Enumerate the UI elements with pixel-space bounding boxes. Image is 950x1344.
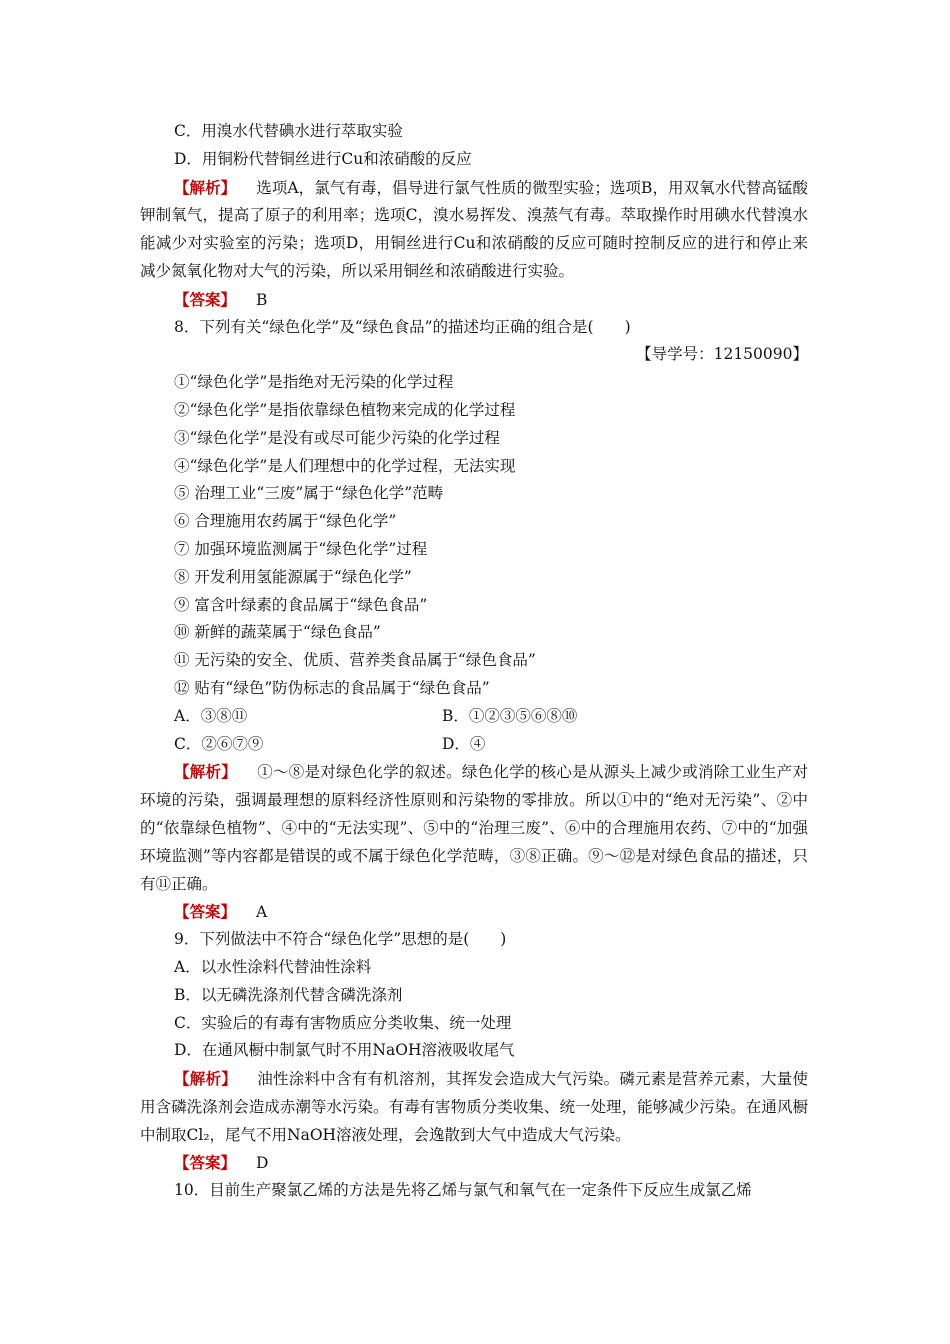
analysis-tag: 【解析】: [174, 762, 237, 782]
q9-option-d: D．在通风橱中制氯气时不用NaOH溶液吸收尾气: [174, 1041, 515, 1060]
q8-item-4: ④“绿色化学”是人们理想中的化学过程，无法实现: [174, 456, 516, 475]
q7-answer-value: B: [256, 290, 268, 309]
q8-stem: 8．下列有关“绿色化学”及“绿色食品”的描述均正确的组合是( ): [174, 317, 631, 336]
q8-item-6: ⑥ 合理施用农药属于“绿色化学”: [174, 512, 397, 531]
q9-option-a: A．以水性涂料代替油性涂料: [174, 957, 372, 976]
q7-option-c: C．用溴水代替碘水进行萃取实验: [174, 122, 403, 140]
q8-item-1: ①“绿色化学”是指绝对无污染的化学过程: [174, 373, 454, 392]
q9-analysis: [140, 1065, 808, 1149]
q9-option-b: B．以无磷洗涤剂代替含磷洗涤剂: [174, 985, 403, 1004]
q8-analysis: [140, 758, 808, 898]
q8-answer: [140, 898, 808, 926]
q8-item-9: ⑨ 富含叶绿素的食品属于“绿色食品”: [174, 595, 428, 614]
q7-analysis: [140, 174, 808, 286]
answer-tag: 【答案】: [174, 1153, 237, 1173]
q8-options-row-1: [140, 703, 808, 731]
q8-guide-number: 【导学号：12150090】: [636, 345, 808, 364]
q9-analysis-text: 油性涂料中含有有机溶剂，其挥发会造成大气污染。磷元素是营养元素，大量使用含磷洗涤剂会造成赤潮等水污染。有毒有害物质分类收集、统一处理，能够减少污染。在通风橱中制取Cl₂，尾气不用NaOH溶液处理，会逸散到大气中造成大气污染。: [140, 1070, 808, 1144]
q8-item-3: ③“绿色化学”是没有或尽可能少污染的化学过程: [174, 428, 500, 447]
q9-stem: 9．下列做法中不符合“绿色化学”思想的是( ): [174, 930, 507, 949]
q9-answer-value: D: [256, 1154, 269, 1173]
analysis-tag: 【解析】: [174, 1069, 237, 1089]
q9-answer: [140, 1149, 808, 1177]
analysis-tag: 【解析】: [174, 177, 237, 197]
q7-option-d: D．用铜粉代替铜丝进行Cu和浓硝酸的反应: [174, 149, 472, 168]
q9-option-c: C．实验后的有毒有害物质应分类收集、统一处理: [174, 1013, 512, 1032]
q7-answer: [140, 286, 808, 314]
q8-option-b: B．①②③⑤⑥⑧⑩: [442, 706, 578, 725]
q8-item-8: ⑧ 开发利用氢能源属于“绿色化学”: [174, 567, 412, 586]
q8-option-a: A．③⑧⑪: [174, 706, 248, 725]
q8-option-d: D．④: [442, 734, 486, 753]
document-page: [140, 118, 808, 1205]
q8-answer-value: A: [256, 903, 268, 922]
q8-item-11: ⑪ 无污染的安全、优质、营养类食品属于“绿色食品”: [174, 651, 536, 670]
q8-item-12: ⑫ 贴有“绿色”防伪标志的食品属于“绿色食品”: [174, 678, 490, 697]
answer-tag: 【答案】: [174, 289, 237, 309]
answer-tag: 【答案】: [174, 902, 237, 922]
q8-item-2: ②“绿色化学”是指依靠绿色植物来完成的化学过程: [174, 400, 516, 419]
q8-item-10: ⑩ 新鲜的蔬菜属于“绿色食品”: [174, 623, 381, 642]
q8-item-7: ⑦ 加强环境监测属于“绿色化学”过程: [174, 539, 428, 558]
q8-options-row-2: [140, 731, 808, 759]
q8-option-c: C．②⑥⑦⑨: [174, 734, 264, 753]
q10-stem: 10．目前生产聚氯乙烯的方法是先将乙烯与氯气和氧气在一定条件下反应生成氯乙烯: [174, 1181, 752, 1200]
q8-analysis-text: ①～⑧是对绿色化学的叙述。绿色化学的核心是从源头上减少或消除工业生产对环境的污染，强调最理想的原料经济性原则和污染物的零排放。所以①中的“绝对无污染”、②中的“依靠绿色植物”、④中的“无法实现”、⑤中的“治理三废”、⑥中的合理施用农药、⑦中的“加强环境监测”等内容都是错误的或不属于绿色化学范畴，③⑧正确。⑨～⑫是对绿色食品的描述，只有⑪正确。: [140, 763, 808, 893]
q7-analysis-text: 选项A，氯气有毒，倡导进行氯气性质的微型实验；选项B，用双氧水代替高锰酸钾制氧气，提高了原子的利用率；选项C，溴水易挥发、溴蒸气有毒。萃取操作时用碘水代替溴水能减少对实验室的污染；选项D，用铜丝进行Cu和浓硝酸的反应可随时控制反应的进行和停止来减少氮氧化物对大气的污染，所以采用铜丝和浓硝酸进行实验。: [140, 178, 808, 280]
q8-item-5: ⑤ 治理工业“三废”属于“绿色化学”范畴: [174, 484, 444, 503]
